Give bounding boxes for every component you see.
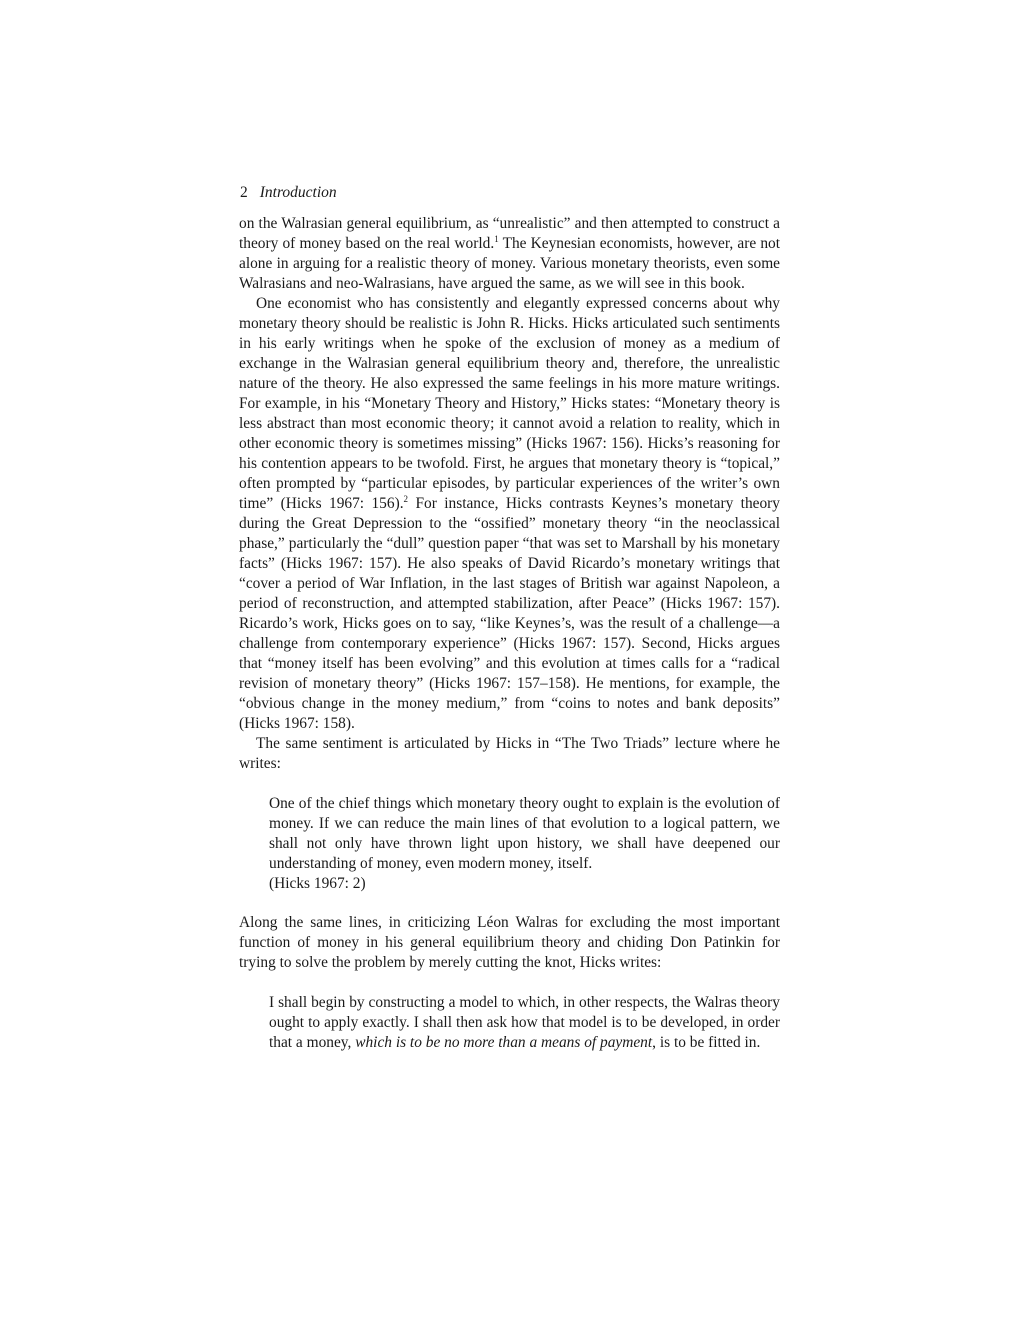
- paragraph-3: The same sentiment is articulated by Hicks in “The Two Triads” lecture where he writes:: [239, 735, 780, 772]
- paragraph-1: [239, 214, 780, 294]
- paragraph-1-text-a: on the Walrasian general equilibrium, as “unrealistic” and then attempted to construct a theory of money based on the real world.: [239, 215, 780, 252]
- block-quote-1-citation: (Hicks 1967: 2): [269, 875, 366, 892]
- paragraph-2-text-b: For instance, Hicks contrasts Keynes’s monetary theory during the Great Depression to the “ossified” monetary theory “in the neoclassical phase,” particularly the “dull” question paper “that was set to Marshall by his monetary facts” (Hicks 1967: 157). He also speaks of David Ricardo’s monetary writings that “cover a period of War Inflation, in the last stages of British war against Napoleon, a period of reconstruction, and attempted stabilization, after Peace” (Hicks 1967: 157). Ricardo’s work, Hicks goes on to say, “like Keynes’s, was the result of a challenge—a challenge from contemporary experience” (Hicks 1967: 157). Second, Hicks argues that “money itself has been evolving” and this evolution at times calls for a “radical revision of monetary theory” (Hicks 1967: 157–158). He mentions, for example, the “obvious change in the money medium,” from “coins to notes and bank deposits” (Hicks 1967: 158).: [239, 495, 780, 732]
- block-quote-1-text: One of the chief things which monetary theory ought to explain is the evolution of money. If we can reduce the main lines of that evolution to a logical pattern, we shall not only have thrown light upon history, we shall have deepened our understanding of money, even modern money, itself.: [269, 795, 780, 872]
- paragraph-4: Along the same lines, in criticizing Léon Walras for excluding the most important function of money in his general equilibrium theory and chiding Don Patinkin for trying to solve the problem by merely cutting the knot, Hicks writes:: [239, 914, 780, 971]
- paragraph-2-text-a: One economist who has consistently and elegantly expressed concerns about why monetary theory should be realistic is John R. Hicks. Hicks articulated such sentiments in his early writings when he spoke of the exclusion of money as a medium of exchange in the Walrasian general equilibrium theory and, therefore, the unrealistic nature of the theory. He also expressed the same feelings in his more mature writings. For example, in his “Monetary Theory and History,” Hicks states: “Monetary theory is less abstract than most economic theory; it cannot avoid a relation to reality, which in other economic theory is sometimes missing” (Hicks 1967: 156). Hicks’s reasoning for his contention appears to be twofold. First, he argues that monetary theory is “topical,” often prompted by “particular episodes, by particular experiences of the writer’s own time” (Hicks 1967: 156).: [239, 295, 780, 512]
- block-quote-2-emphasis: which is to be no more than a means of payment: [355, 1034, 653, 1051]
- block-quote-2: [239, 993, 780, 1053]
- page-number: 2: [240, 184, 248, 201]
- body-text: [239, 214, 780, 1053]
- block-quote-2-text-b: , is to be fitted in.: [652, 1034, 761, 1051]
- paragraph-2: [239, 294, 780, 734]
- block-quote-2-text-a: I shall begin by constructing a model to which, in other respects, the Walras theory ought to apply exactly. I shall then ask how that model is to be developed, in order that a money,: [269, 994, 780, 1051]
- paragraph-1-text-b: The Keynesian economists, however, are not alone in arguing for a realistic theory of money. Various monetary theorists, even some Walrasians and neo-Walrasians, have argued the same, as we will see in this book.: [239, 235, 781, 292]
- footnote-ref-2[interactable]: 2: [403, 494, 409, 504]
- running-title: Introduction: [259, 184, 337, 201]
- block-quote-1: [239, 794, 780, 894]
- footnote-ref-1[interactable]: 1: [494, 234, 499, 244]
- block-quote-2-text: [269, 993, 780, 1053]
- running-header: [240, 184, 337, 202]
